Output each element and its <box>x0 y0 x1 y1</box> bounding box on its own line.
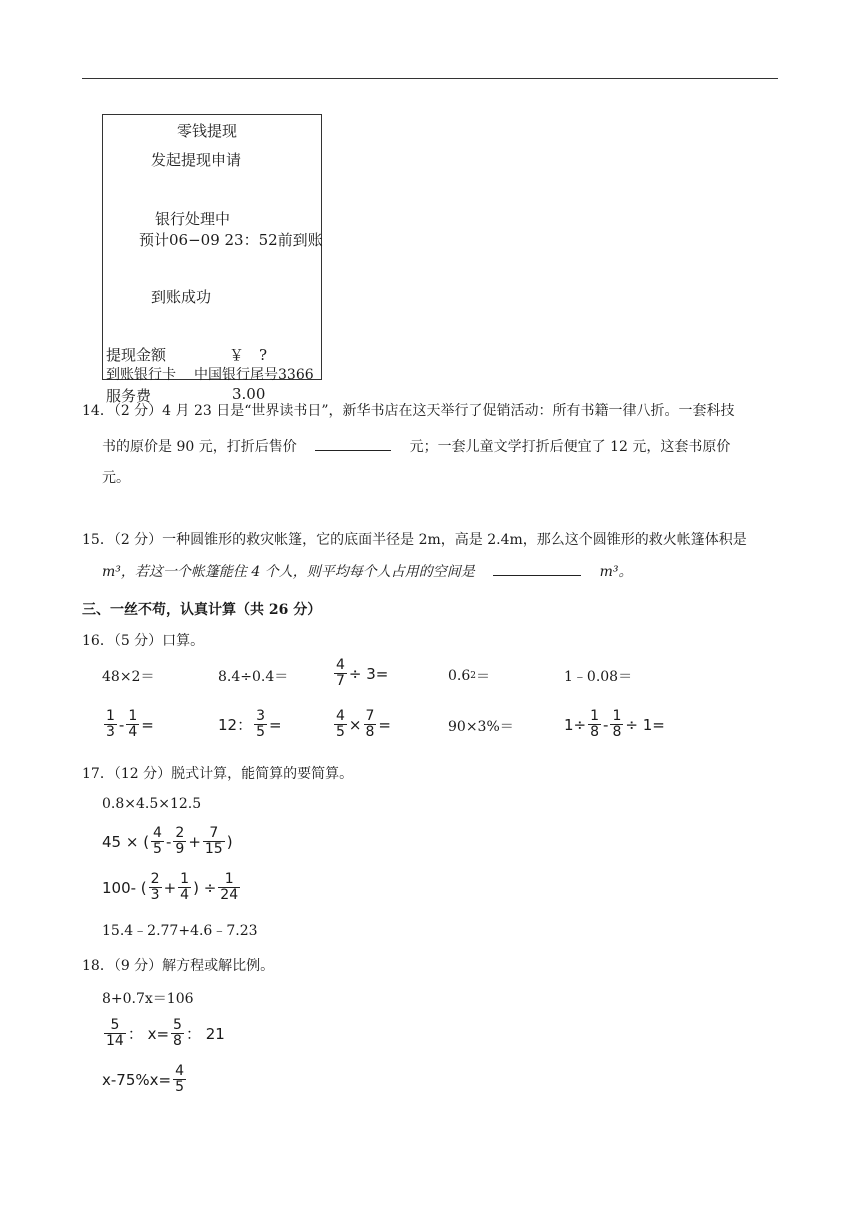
q18-title: 18．（9 分）解方程或解比例。 <box>82 958 275 974</box>
q16-r1c5: 1﹣0.08＝ <box>564 669 633 685</box>
receipt-step-eta: 预计06−09 23：52前到账 <box>139 231 323 249</box>
expr-text: ) ÷ <box>193 878 217 897</box>
fraction: $\frac{5}{8}$ <box>173 1017 182 1049</box>
q14-line2-text-a: 书的原价是 90 元，打折后售价 <box>102 439 297 455</box>
fraction: $\frac{4}{5}$ <box>175 1063 184 1095</box>
fraction: $\frac{1}{3}$ <box>106 708 115 740</box>
receipt-bank-value: 中国银行尾号3366 <box>194 367 314 383</box>
expr-base: 0.6 <box>448 668 471 684</box>
q16-r2c2 <box>218 709 282 740</box>
q14-line2 <box>102 436 730 456</box>
q16-r1c1: 48×2＝ <box>102 669 155 685</box>
fraction: $\frac{1}{8}$ <box>612 708 622 740</box>
q16-r2c4: 90×3%＝ <box>448 719 514 735</box>
fraction: $\frac{4}{7}$ <box>336 657 345 689</box>
q15-line2-text-b: m³。 <box>599 564 633 580</box>
receipt-fee-value: 3.00 <box>232 385 266 403</box>
q14-answer-blank[interactable] <box>315 438 391 451</box>
q14-line3: 元。 <box>102 470 130 486</box>
q16-r2c1 <box>102 709 154 740</box>
q15-line1: 15．（2 分）一种圆锥形的救灾帐篷，它的底面半径是 2m，高是 2.4m，那么这个圆锥形的救火帐篷体积是 <box>82 532 747 548</box>
fraction: $\frac{2}{9}$ <box>175 825 185 857</box>
fraction: $\frac{5}{14}$ <box>106 1017 124 1049</box>
expr-text: - <box>118 715 125 734</box>
q15-answer-blank[interactable] <box>493 563 581 576</box>
expr-text: - <box>603 715 609 734</box>
q16-r1c2: 8.4÷0.4＝ <box>218 669 289 685</box>
fraction: $\frac{1}{24}$ <box>220 871 239 903</box>
expr-text: + <box>163 878 177 897</box>
fraction: $\frac{2}{3}$ <box>150 871 160 903</box>
expr-text: ： x= <box>127 1025 170 1043</box>
expr-text: ： 21 <box>185 1025 225 1043</box>
fraction: $\frac{4}{5}$ <box>153 825 162 857</box>
q16-r2c5 <box>564 709 665 740</box>
receipt-title: 零钱提现 <box>177 122 238 140</box>
receipt-step-processing: 银行处理中 <box>155 210 231 228</box>
q18-e3 <box>102 1064 188 1095</box>
expr-text: × <box>348 715 362 734</box>
fraction: $\frac{4}{5}$ <box>336 708 345 740</box>
expr-text: = <box>378 715 391 734</box>
expr-text: ÷ 3= <box>348 664 389 683</box>
receipt-bank-label: 到账银行卡 <box>106 367 176 383</box>
receipt-step-request: 发起提现申请 <box>151 151 242 169</box>
q16-r1c3 <box>332 658 388 689</box>
withdrawal-receipt <box>102 114 323 405</box>
q17-title: 17．（12 分）脱式计算，能简算的要简算。 <box>82 766 354 782</box>
q18-e2 <box>102 1018 225 1049</box>
expr-text: 1÷ <box>564 715 587 734</box>
q14-line2-text-b: 元；一套儿童文学打折后便宜了 12 元，这套书原价 <box>409 439 731 455</box>
q17-e4: 15.4﹣2.77+4.6﹣7.23 <box>102 923 258 939</box>
fraction: $\frac{3}{5}$ <box>256 708 266 740</box>
fraction: $\frac{7}{15}$ <box>204 825 223 857</box>
q17-e2 <box>102 826 233 857</box>
q14-line1: 14．（2 分）4 月 23 日是“世界读书日”，新华书店在这天举行了促销活动：所有书籍一律八折。一套科技 <box>82 403 735 419</box>
fraction: $\frac{1}{8}$ <box>590 708 600 740</box>
expr-text: + <box>188 832 201 851</box>
expr-text: ＝ <box>476 669 490 685</box>
expr-text: x-75%x= <box>102 1070 172 1089</box>
expr-text: ÷ 1= <box>625 715 665 734</box>
receipt-amount-label: 提现金额 <box>106 346 167 364</box>
expr-text: = <box>141 715 154 734</box>
expr-text: - <box>165 832 172 851</box>
expr-text: 12： <box>218 716 253 734</box>
receipt-amount-value: ￥ ? <box>229 346 268 364</box>
expr-text: ) <box>226 832 233 851</box>
receipt-fee-label: 服务费 <box>106 387 152 405</box>
expr-text: 45 × ( <box>102 832 150 851</box>
q17-e3 <box>102 872 242 903</box>
fraction: $\frac{1}{4}$ <box>180 871 190 903</box>
fraction: $\frac{1}{4}$ <box>128 708 138 740</box>
q15-line2 <box>102 561 633 581</box>
q15-line2-text-a: m³，若这一个帐篷能住 4 个人，则平均每个人占用的空间是 <box>102 564 475 580</box>
q17-e1: 0.8×4.5×12.5 <box>102 796 202 812</box>
expr-text: = <box>269 715 282 734</box>
receipt-step-success: 到账成功 <box>151 288 212 306</box>
expr-text: 100- ( <box>102 878 147 897</box>
header-rule <box>82 78 778 79</box>
fraction: $\frac{7}{8}$ <box>365 708 375 740</box>
q16-r2c3 <box>332 709 391 740</box>
section-3-heading: 三、一丝不苟，认真计算（共 26 分） <box>82 602 322 618</box>
q16-r1c4 <box>448 666 490 686</box>
expr-exponent: 2 <box>470 671 476 681</box>
q18-e1: 8+0.7x＝106 <box>102 991 194 1007</box>
q16-title: 16．（5 分）口算。 <box>82 633 205 649</box>
